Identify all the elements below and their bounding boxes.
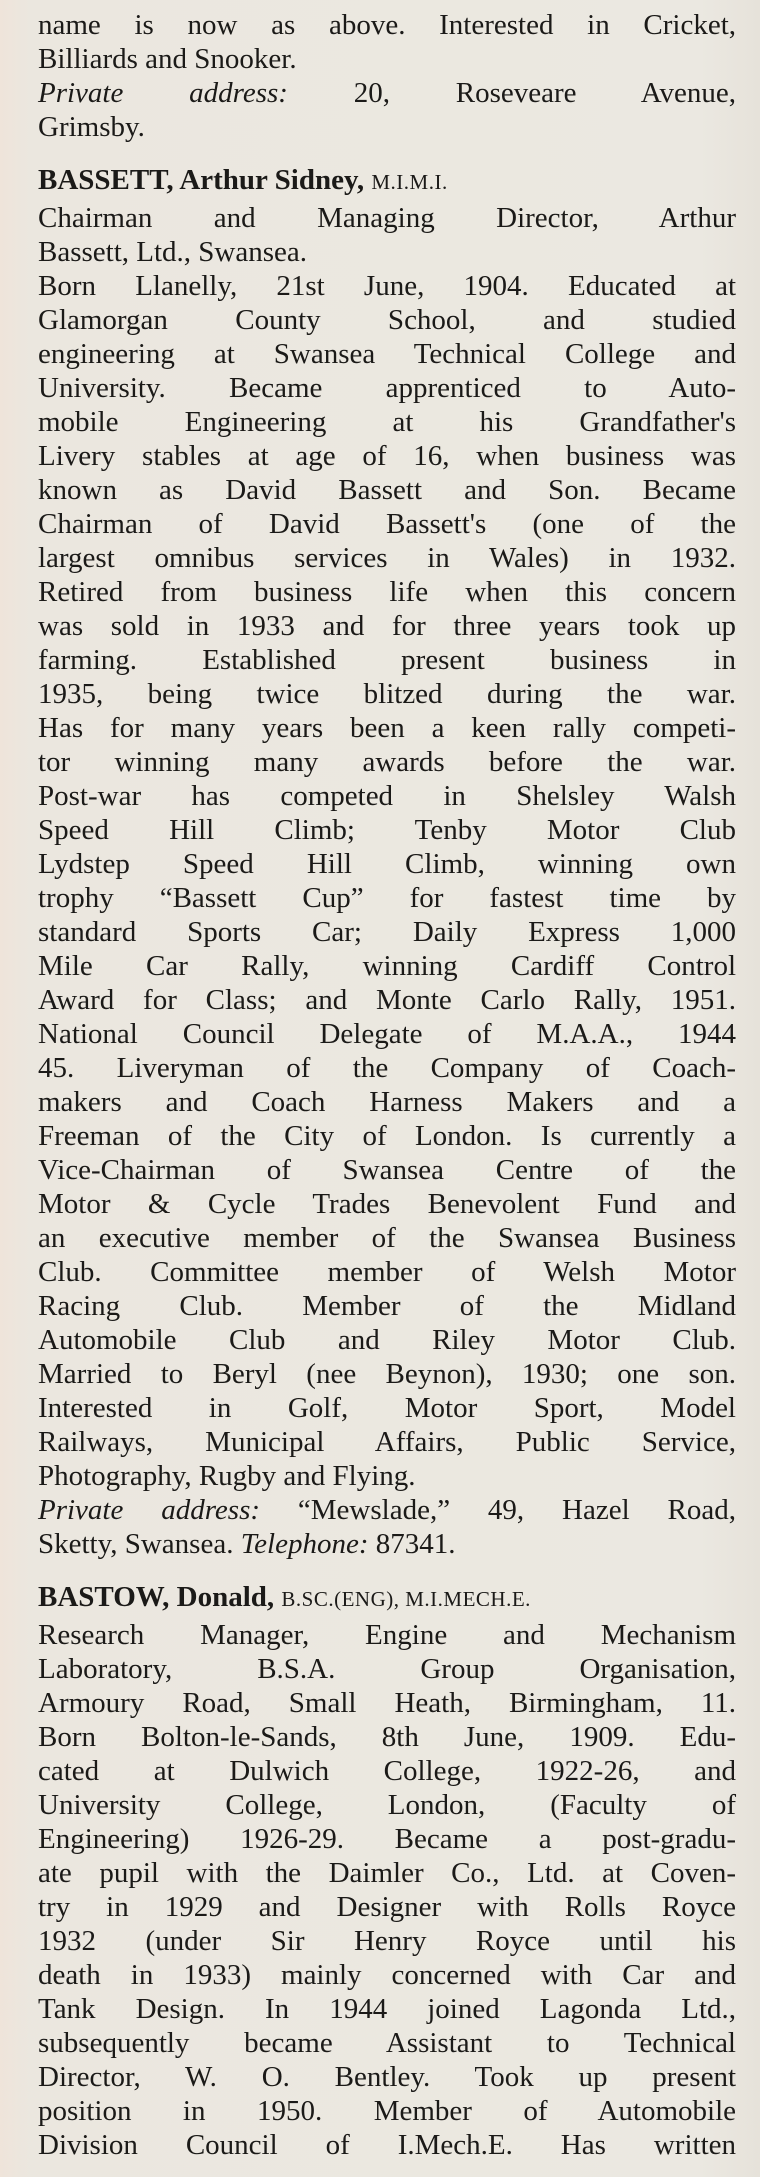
text-line: Born Llanelly, 21st June, 1904. Educated at: [38, 270, 736, 302]
text-line: Automobile Club and Riley Motor Club.: [38, 1324, 736, 1356]
text-line: 1932 (under Sir Henry Royce until his: [38, 1925, 736, 1957]
text-segment: 87341.: [368, 1528, 456, 1560]
text-line: Billiards and Snooker.: [38, 43, 297, 75]
biography-entry: [38, 163, 736, 1561]
text-line: mobile Engineering at his Grandfather's: [38, 406, 736, 438]
text-line: Married to Beryl (nee Beynon), 1930; one son.: [38, 1358, 736, 1390]
text-line: Engineering) 1926-29. Became a post-gradu-: [38, 1823, 736, 1855]
text-line: Grimsby.: [38, 111, 145, 143]
text-line: Motor & Cycle Trades Benevolent Fund and: [38, 1188, 736, 1220]
text-line: Director, W. O. Bentley. Took up present: [38, 2061, 736, 2093]
text-line: known as David Bassett and Son. Became: [38, 474, 736, 506]
text-line: Armoury Road, Small Heath, Birmingham, 11.: [38, 1687, 736, 1719]
field-label: Private address:: [38, 1494, 261, 1526]
text-line: Bassett, Ltd., Swansea.: [38, 236, 308, 268]
text-segment: Sketty, Swansea.: [38, 1528, 241, 1560]
biography-entry: [38, 1580, 736, 2162]
text-line: Club. Committee member of Welsh Motor: [38, 1256, 736, 1288]
person-name: BASSETT, Arthur Sidney,: [38, 164, 365, 196]
text-line: cated at Dulwich College, 1922-26, and: [38, 1755, 736, 1787]
qualifications: B.SC.(ENG), M.I.MECH.E.: [281, 1587, 531, 1611]
text-line: Born Bolton-le-Sands, 8th June, 1909. Edu-: [38, 1721, 736, 1753]
text-line: Chairman and Managing Director, Arthur: [38, 202, 736, 234]
text-line: name is now as above. Interested in Cricket,: [38, 9, 736, 41]
text-line: Division Council of I.Mech.E. Has written: [38, 2129, 736, 2161]
text-line: subsequently became Assistant to Technical: [38, 2027, 736, 2059]
qualifications: M.I.M.I.: [371, 170, 448, 194]
text-line: Tank Design. In 1944 joined Lagonda Ltd.,: [38, 1993, 736, 2025]
text-line: [38, 1527, 736, 1561]
text-line: trophy “Bassett Cup” for fastest time by: [38, 882, 736, 914]
text-line: Interested in Golf, Motor Sport, Model: [38, 1392, 736, 1424]
text-line: 1935, being twice blitzed during the war.: [38, 678, 736, 710]
text-segment: “Mewslade,” 49, Hazel Road,: [260, 1494, 736, 1526]
text-line: largest omnibus services in Wales) in 1932.: [38, 542, 736, 574]
text-line: tor winning many awards before the war.: [38, 746, 736, 778]
field-label: Telephone:: [240, 1528, 369, 1560]
text-line: University. Became apprenticed to Auto-: [38, 372, 736, 404]
text-line: University College, London, (Faculty of: [38, 1789, 736, 1821]
text-line: Glamorgan County School, and studied: [38, 304, 736, 336]
text-line: [38, 76, 736, 110]
text-line: Vice-Chairman of Swansea Centre of the: [38, 1154, 736, 1186]
text-line: engineering at Swansea Technical College and: [38, 338, 736, 370]
text-line: National Council Delegate of M.A.A., 1944: [38, 1018, 736, 1050]
entry-heading: [38, 163, 736, 201]
text-line: Research Manager, Engine and Mechanism: [38, 1619, 736, 1651]
text-line: farming. Established present business in: [38, 644, 736, 676]
text-line: Speed Hill Climb; Tenby Motor Club: [38, 814, 736, 846]
text-line: ate pupil with the Daimler Co., Ltd. at Coven-: [38, 1857, 736, 1889]
text-line: Chairman of David Bassett's (one of the: [38, 508, 736, 540]
text-line: standard Sports Car; Daily Express 1,000: [38, 916, 736, 948]
text-line: Post-war has competed in Shelsley Walsh: [38, 780, 736, 812]
directory-page: [38, 8, 736, 2162]
text-line: Railways, Municipal Affairs, Public Service,: [38, 1426, 736, 1458]
entry-heading: [38, 1580, 736, 1618]
person-name: BASTOW, Donald,: [38, 1581, 275, 1613]
text-line: death in 1933) mainly concerned with Car and: [38, 1959, 736, 1991]
text-line: an executive member of the Swansea Business: [38, 1222, 736, 1254]
text-segment: 20, Roseveare Avenue,: [287, 77, 736, 109]
text-line: Has for many years been a keen rally competi-: [38, 712, 736, 744]
text-line: makers and Coach Harness Makers and a: [38, 1086, 736, 1118]
text-line: Lydstep Speed Hill Climb, winning own: [38, 848, 736, 880]
text-line: Mile Car Rally, winning Cardiff Control: [38, 950, 736, 982]
text-line: 45. Liveryman of the Company of Coach-: [38, 1052, 736, 1084]
text-line: [38, 1493, 736, 1527]
text-line: try in 1929 and Designer with Rolls Royce: [38, 1891, 736, 1923]
text-line: Laboratory, B.S.A. Group Organisation,: [38, 1653, 736, 1685]
text-line: Freeman of the City of London. Is currently a: [38, 1120, 736, 1152]
field-label: Private address:: [38, 77, 288, 109]
text-line: Livery stables at age of 16, when business was: [38, 440, 736, 472]
text-line: was sold in 1933 and for three years took up: [38, 610, 736, 642]
text-line: Award for Class; and Monte Carlo Rally, 1951.: [38, 984, 736, 1016]
text-line: Retired from business life when this concern: [38, 576, 736, 608]
text-line: position in 1950. Member of Automobile: [38, 2095, 736, 2127]
biography-continuation: [38, 8, 736, 144]
text-line: Racing Club. Member of the Midland: [38, 1290, 736, 1322]
text-line: Photography, Rugby and Flying.: [38, 1460, 416, 1492]
